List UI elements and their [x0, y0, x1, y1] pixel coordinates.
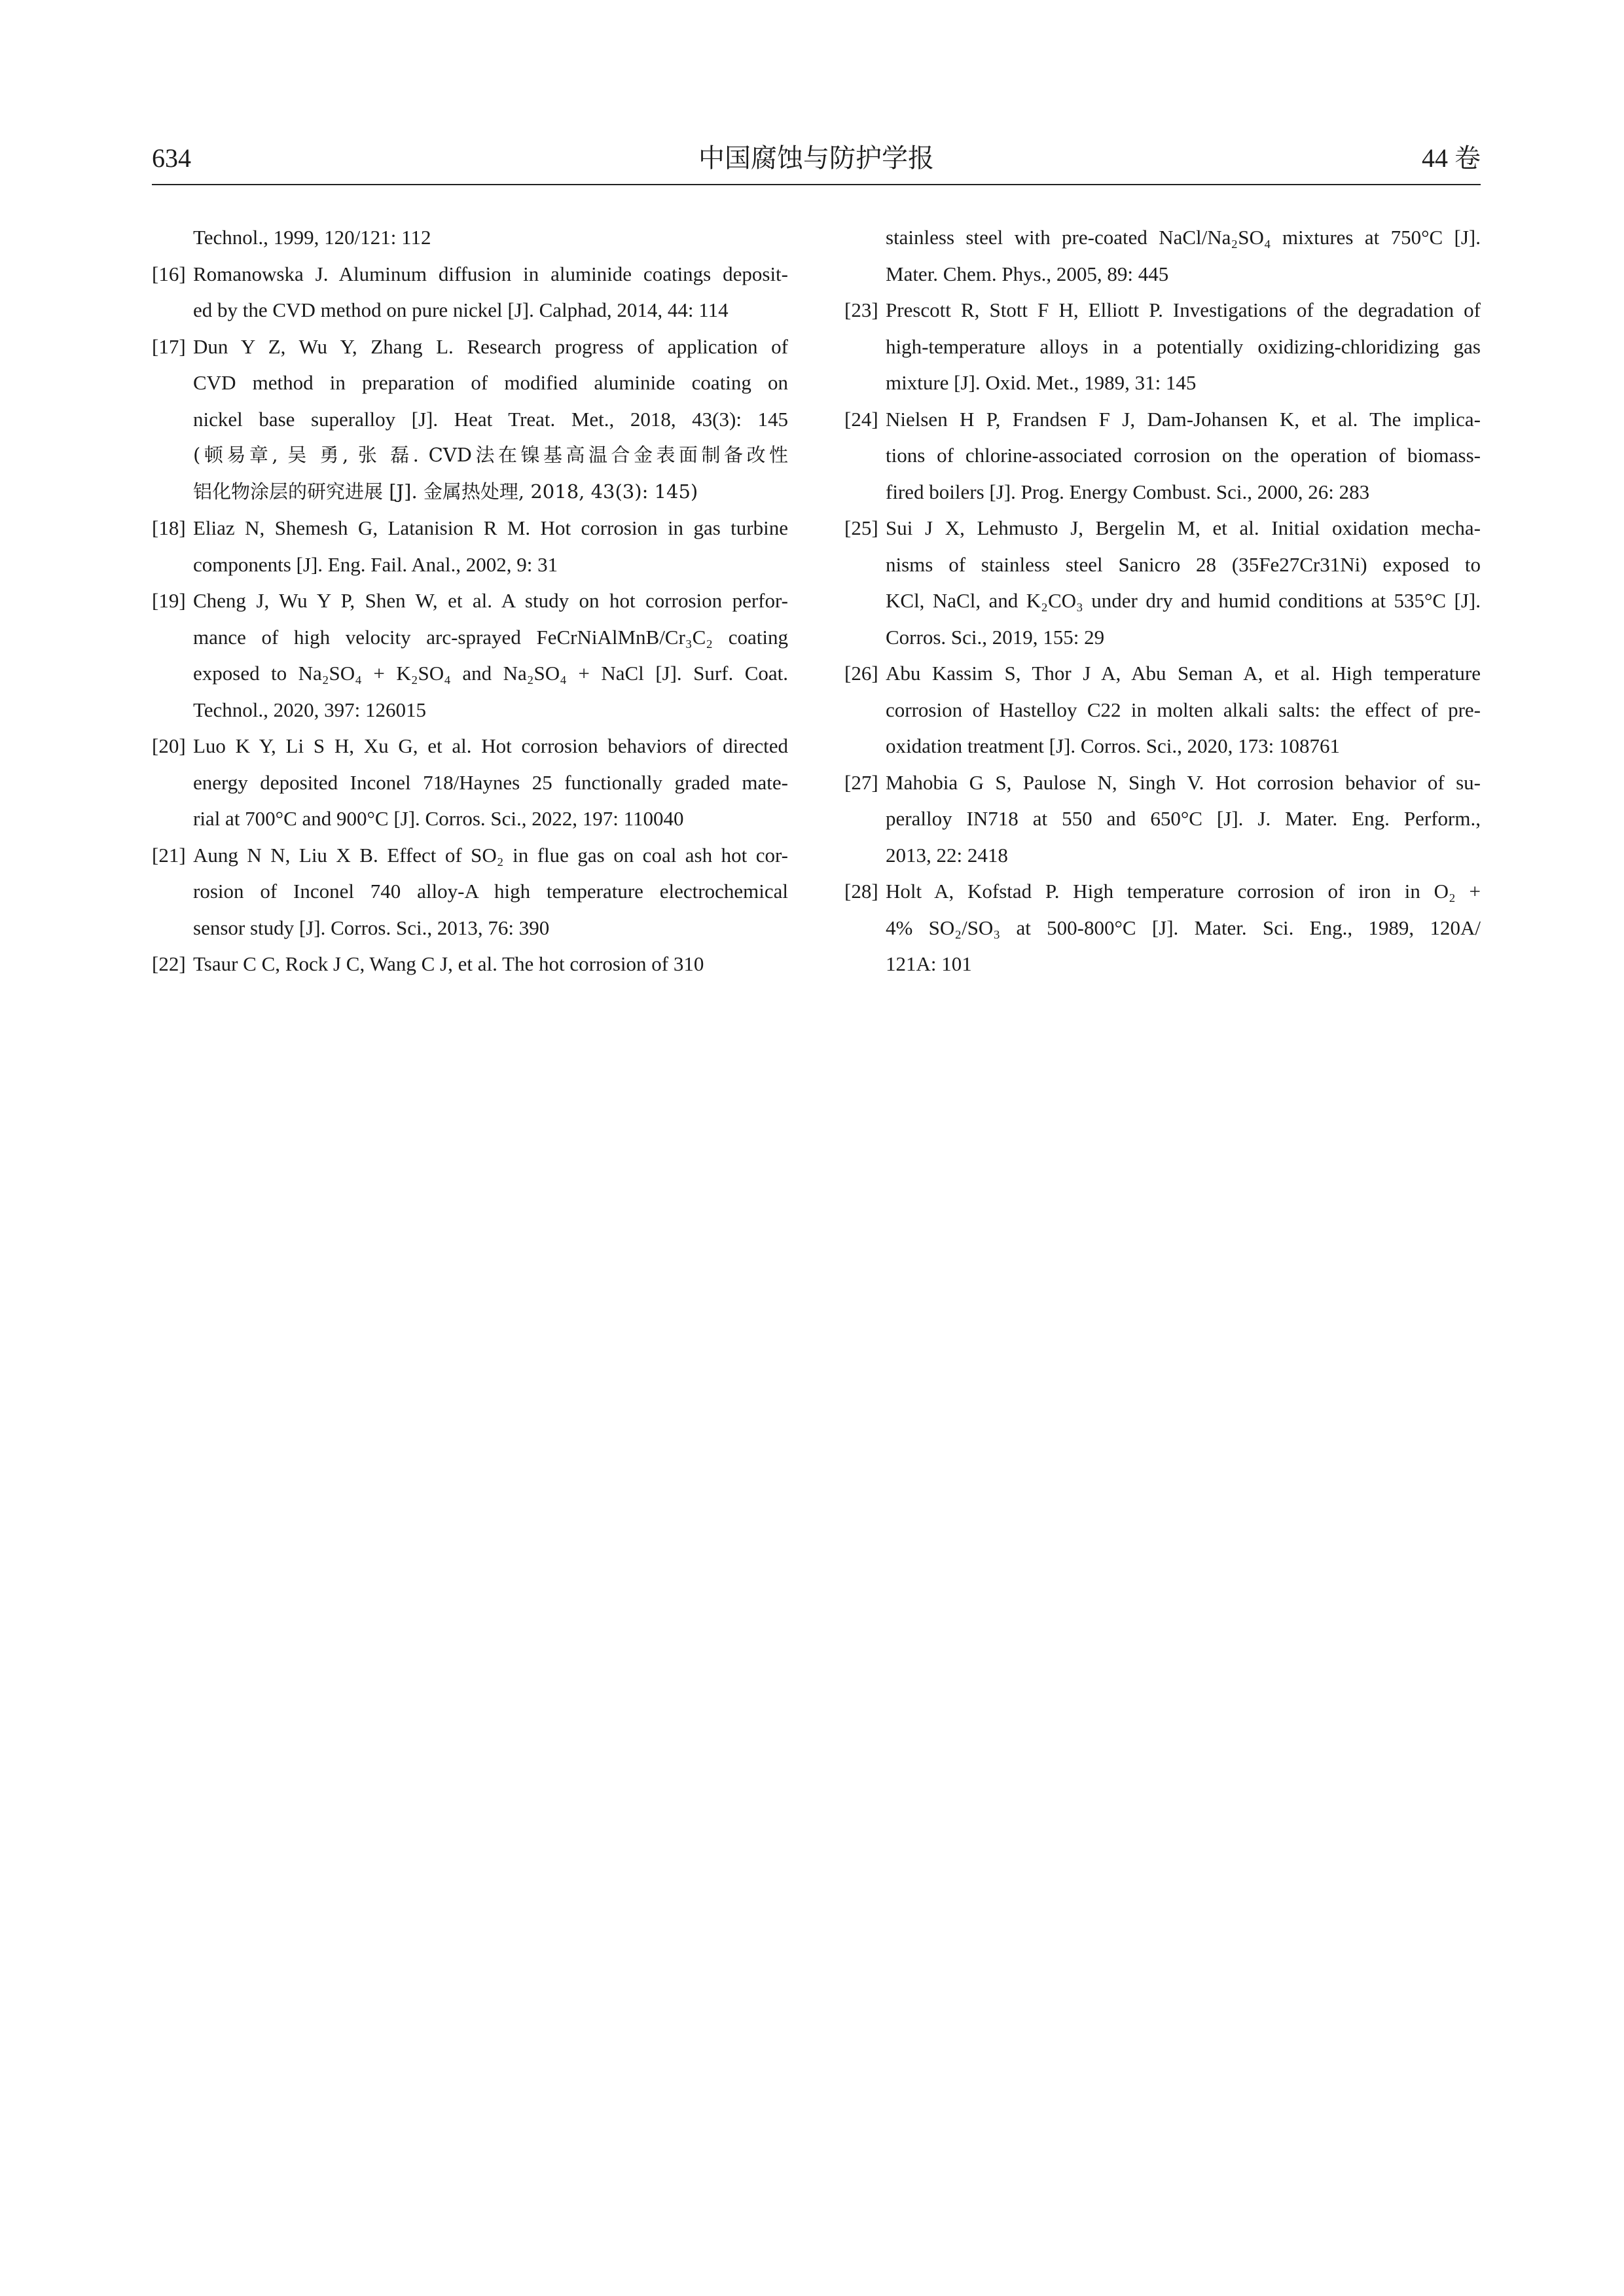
reference-entry [152, 946, 788, 982]
reference-line: 铝化物涂层的研究进展 [J]. 金属热处理, 2018, 43(3): 145) [193, 480, 698, 503]
reference-number: [26] [844, 662, 878, 685]
reference-line: mance of high velocity arc-sprayed FeCrNiAlMnB/Cr₃C₂ coating [193, 625, 788, 649]
reference-line: Sui J X, Lehmusto J, Bergelin M, et al. Initial oxidation mecha- [886, 516, 1481, 539]
reference-number: [17] [152, 334, 186, 358]
reference-line: Prescott R, Stott F H, Elliott P. Investigations of the degradation of [886, 298, 1481, 321]
reference-line: (顿易章, 吴 勇, 张 磊. CVD法在镍基高温合金表面制备改性 [193, 444, 788, 466]
reference-number [152, 219, 193, 256]
reference-line: Abu Kassim S, Thor J A, Abu Seman A, et al. High temperature [886, 662, 1481, 685]
reference-entry [152, 329, 788, 511]
reference-text [193, 946, 788, 982]
reference-text [886, 655, 1481, 764]
reference-text [886, 764, 1481, 874]
reference-text [886, 219, 1481, 292]
reference-number: [21] [152, 843, 186, 867]
reference-text [193, 329, 788, 511]
reference-number: [28] [844, 880, 878, 903]
reference-column-left [152, 219, 788, 982]
reference-text [886, 873, 1481, 982]
reference-entry [844, 510, 1481, 655]
reference-column-right [844, 219, 1481, 982]
reference-text [886, 510, 1481, 655]
reference-line: Romanowska J. Aluminum diffusion in aluminide coatings deposit- [193, 262, 788, 285]
reference-number: [19] [152, 589, 186, 612]
reference-entry [844, 873, 1481, 982]
reference-line: 2013, 22: 2418 [886, 843, 1008, 867]
reference-line: Luo K Y, Li S H, Xu G, et al. Hot corrosion behaviors of directed [193, 734, 788, 757]
reference-line: ed by the CVD method on pure nickel [J]. Calphad, 2014, 44: 114 [193, 298, 729, 321]
reference-number [844, 219, 886, 292]
reference-line: nisms of stainless steel Sanicro 28 (35Fe27Cr31Ni) exposed to [886, 552, 1481, 576]
reference-line: Cheng J, Wu Y P, Shen W, et al. A study on hot corrosion perfor- [193, 589, 788, 612]
reference-line: tions of chlorine-associated corrosion on the operation of biomass- [886, 444, 1481, 467]
reference-line: energy deposited Inconel 718/Haynes 25 functionally graded mate- [193, 770, 788, 794]
reference-text [886, 401, 1481, 511]
reference-number: [27] [844, 770, 878, 794]
reference-line: sensor study [J]. Corros. Sci., 2013, 76: 390 [193, 916, 550, 939]
reference-number: [16] [152, 262, 186, 285]
reference-line: corrosion of Hastelloy C22 in molten alkali salts: the effect of pre- [886, 698, 1481, 721]
reference-text [886, 292, 1481, 401]
reference-line: KCl, NaCl, and K₂CO₃ under dry and humid conditions at 535°C [J]. [886, 589, 1481, 612]
reference-line: stainless steel with pre-coated NaCl/Na₂SO₄ mixtures at 750°C [J]. [886, 226, 1481, 249]
reference-line: nickel base superalloy [J]. Heat Treat. Met., 2018, 43(3): 145 [193, 407, 788, 431]
reference-text [193, 837, 788, 946]
reference-text [193, 219, 788, 256]
reference-line: Nielsen H P, Frandsen F J, Dam-Johansen K, et al. The implica- [886, 407, 1481, 431]
reference-line: rial at 700°C and 900°C [J]. Corros. Sci., 2022, 197: 110040 [193, 807, 684, 830]
reference-line: Technol., 2020, 397: 126015 [193, 698, 427, 721]
reference-line: components [J]. Eng. Fail. Anal., 2002, 9: 31 [193, 552, 558, 576]
reference-line: Mahobia G S, Paulose N, Singh V. Hot corrosion behavior of su- [886, 770, 1481, 794]
reference-line: exposed to Na₂SO₄ + K₂SO₄ and Na₂SO₄ + NaCl [J]. Surf. Coat. [193, 662, 788, 685]
reference-entry [152, 219, 788, 256]
reference-line: rosion of Inconel 740 alloy-A high temperature electrochemical [193, 880, 788, 903]
reference-line: mixture [J]. Oxid. Met., 1989, 31: 145 [886, 371, 1197, 394]
journal-title: 中国腐蚀与防护学报 [698, 143, 934, 173]
reference-entry [152, 510, 788, 583]
reference-entry [152, 837, 788, 946]
reference-number: [24] [844, 407, 878, 431]
reference-line: oxidation treatment [J]. Corros. Sci., 2020, 173: 108761 [886, 734, 1340, 757]
reference-line: Dun Y Z, Wu Y, Zhang L. Research progress of application of [193, 334, 788, 358]
reference-line: CVD method in preparation of modified aluminide coating on [193, 371, 788, 394]
header-rule [152, 184, 1481, 185]
reference-entry [152, 728, 788, 837]
reference-text [193, 728, 788, 837]
reference-entry [844, 219, 1481, 292]
reference-number: [20] [152, 734, 186, 757]
reference-entry [844, 655, 1481, 764]
reference-number: [25] [844, 516, 878, 539]
reference-number: [18] [152, 516, 186, 539]
page-number: 634 [152, 143, 191, 173]
reference-number: [22] [152, 952, 186, 975]
volume-label: 44 卷 [1422, 143, 1481, 173]
reference-number: [23] [844, 298, 878, 321]
reference-entry [152, 583, 788, 728]
reference-entry [844, 292, 1481, 401]
reference-entry [152, 256, 788, 329]
reference-line: Corros. Sci., 2019, 155: 29 [886, 625, 1105, 649]
reference-line: 121A: 101 [886, 952, 972, 975]
reference-entry [844, 401, 1481, 511]
reference-line: Holt A, Kofstad P. High temperature corrosion of iron in O₂ + [886, 880, 1481, 903]
running-header [152, 139, 1481, 178]
reference-line: Tsaur C C, Rock J C, Wang C J, et al. The hot corrosion of 310 [193, 952, 704, 975]
reference-text [193, 510, 788, 583]
reference-line: fired boilers [J]. Prog. Energy Combust. Sci., 2000, 26: 283 [886, 480, 1370, 503]
reference-line: high-temperature alloys in a potentially oxidizing-chloridizing gas [886, 334, 1481, 358]
reference-entry [844, 764, 1481, 874]
reference-line: 4% SO₂/SO₃ at 500-800°C [J]. Mater. Sci. Eng., 1989, 120A/ [886, 916, 1481, 939]
reference-line: peralloy IN718 at 550 and 650°C [J]. J. Mater. Eng. Perform., [886, 807, 1481, 830]
reference-text [193, 583, 788, 728]
reference-line: Aung N N, Liu X B. Effect of SO₂ in flue gas on coal ash hot cor- [193, 843, 788, 867]
reference-text [193, 256, 788, 329]
reference-line: Mater. Chem. Phys., 2005, 89: 445 [886, 262, 1169, 285]
reference-line: Eliaz N, Shemesh G, Latanision R M. Hot corrosion in gas turbine [193, 516, 788, 539]
reference-line: Technol., 1999, 120/121: 112 [193, 226, 431, 249]
